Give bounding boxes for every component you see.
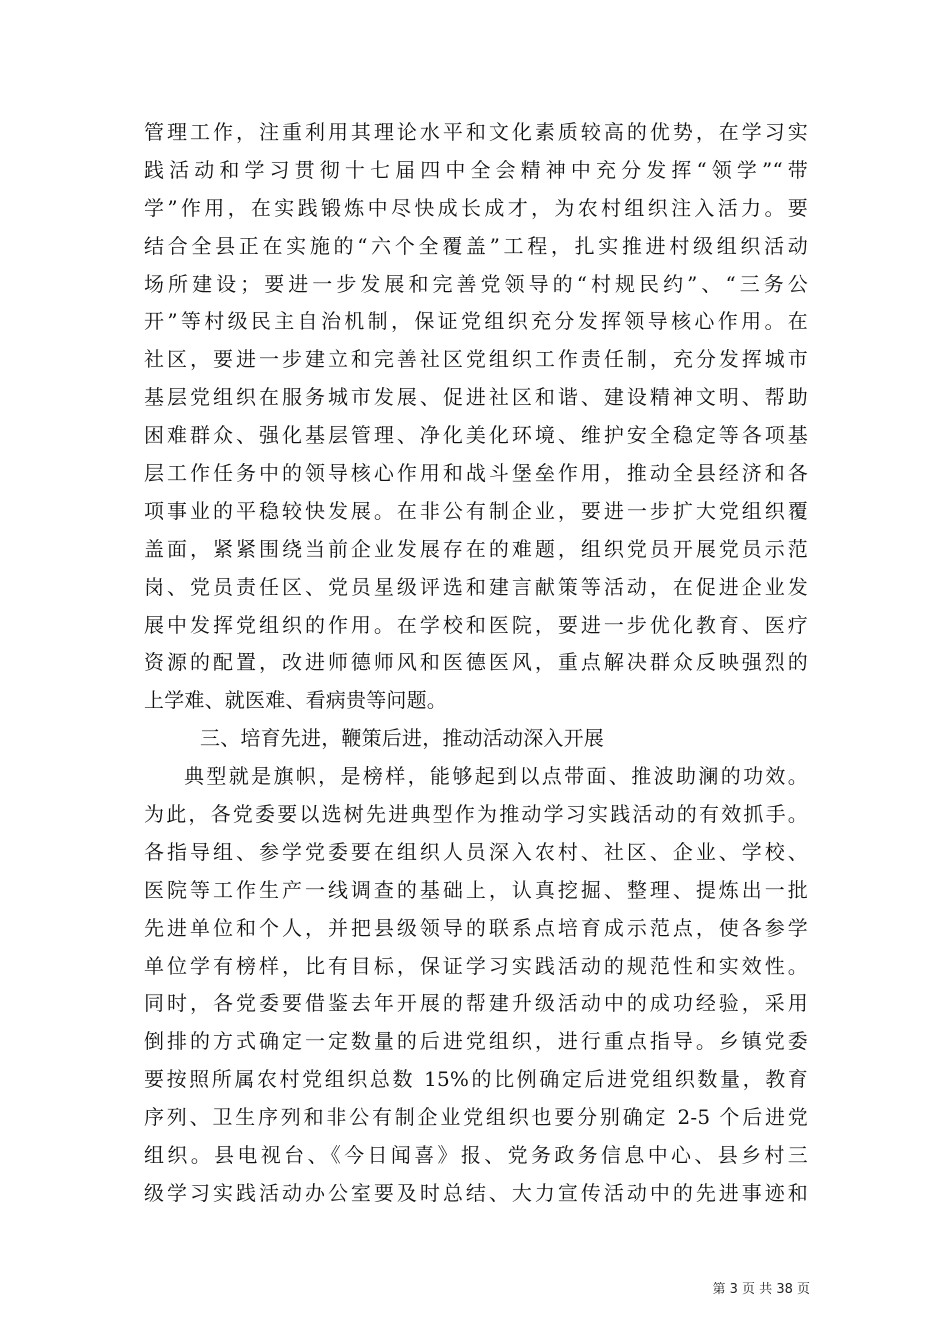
- text-line: 岗、党员责任区、党员星级评选和建言献策等活动，在促进企业发: [144, 574, 808, 599]
- text-line: 展中发挥党组织的作用。在学校和医院，要进一步优化教育、医疗: [144, 612, 808, 637]
- text-line: 盖面，紧紧围绕当前企业发展存在的难题，组织党员开展党员示范: [144, 536, 808, 561]
- text-line: 上学难、就医难、看病贵等问题。: [144, 688, 447, 713]
- text-line: 开”等村级民主自治机制，保证党组织充分发挥领导核心作用。在: [144, 309, 808, 334]
- text-line: 项事业的平稳较快发展。在非公有制企业，要进一步扩大党组织覆: [144, 498, 808, 523]
- text-line: 组织。县电视台、《今日闻喜》报、党务政务信息中心、县乡村三: [144, 1143, 808, 1168]
- text-line: 学”作用，在实践锻炼中尽快成长成才，为农村组织注入活力。要: [144, 195, 808, 220]
- text-line: 为此，各党委要以选树先进典型作为推动学习实践活动的有效抓手。: [144, 802, 808, 827]
- text-line: 级学习实践活动办公室要及时总结、大力宣传活动中的先进事迹和: [144, 1180, 808, 1205]
- text-line: 单位学有榜样，比有目标，保证学习实践活动的规范性和实效性。: [144, 953, 808, 978]
- text-line: 序列、卫生序列和非公有制企业党组织也要分别确定 2-5 个后进党: [144, 1105, 808, 1130]
- text-line: 场所建设；要进一步发展和完善党领导的“村规民约”、“三务公: [144, 271, 808, 296]
- text-line: 先进单位和个人，并把县级领导的联系点培育成示范点，使各参学: [144, 915, 808, 940]
- section-heading: 三、培育先进，鞭策后进，推动活动深入开展: [200, 726, 604, 751]
- text-line: 困难群众、强化基层管理、净化美化环境、维护安全稳定等各项基: [144, 423, 808, 448]
- text-line: 资源的配置，改进师德师风和医德医风，重点解决群众反映强烈的: [144, 650, 808, 675]
- text-line: 要按照所属农村党组织总数 15%的比例确定后进党组织数量，教育: [144, 1067, 808, 1092]
- text-line: 医院等工作生产一线调查的基础上，认真挖掘、整理、提炼出一批: [144, 877, 808, 902]
- text-line: 各指导组、参学党委要在组织人员深入农村、社区、企业、学校、: [144, 839, 808, 864]
- text-line: 践活动和学习贯彻十七届四中全会精神中充分发挥“领学”“带: [144, 157, 808, 182]
- text-line: 同时，各党委要借鉴去年开展的帮建升级活动中的成功经验，采用: [144, 991, 808, 1016]
- text-line: 层工作任务中的领导核心作用和战斗堡垒作用，推动全县经济和各: [144, 461, 808, 486]
- body-text: [144, 114, 808, 1213]
- text-line: 典型就是旗帜，是榜样，能够起到以点带面、推波助澜的功效。: [184, 764, 808, 789]
- text-line: 基层党组织在服务城市发展、促进社区和谐、建设精神文明、帮助: [144, 385, 808, 410]
- page-number: 第 3 页 共 38 页: [712, 1282, 810, 1297]
- text-line: 管理工作，注重利用其理论水平和文化素质较高的优势，在学习实: [144, 120, 808, 144]
- text-line: 社区，要进一步建立和完善社区党组织工作责任制，充分发挥城市: [144, 347, 808, 372]
- text-line: 倒排的方式确定一定数量的后进党组织，进行重点指导。乡镇党委: [144, 1029, 808, 1054]
- text-line: 结合全县正在实施的“六个全覆盖”工程，扎实推进村级组织活动: [144, 233, 808, 258]
